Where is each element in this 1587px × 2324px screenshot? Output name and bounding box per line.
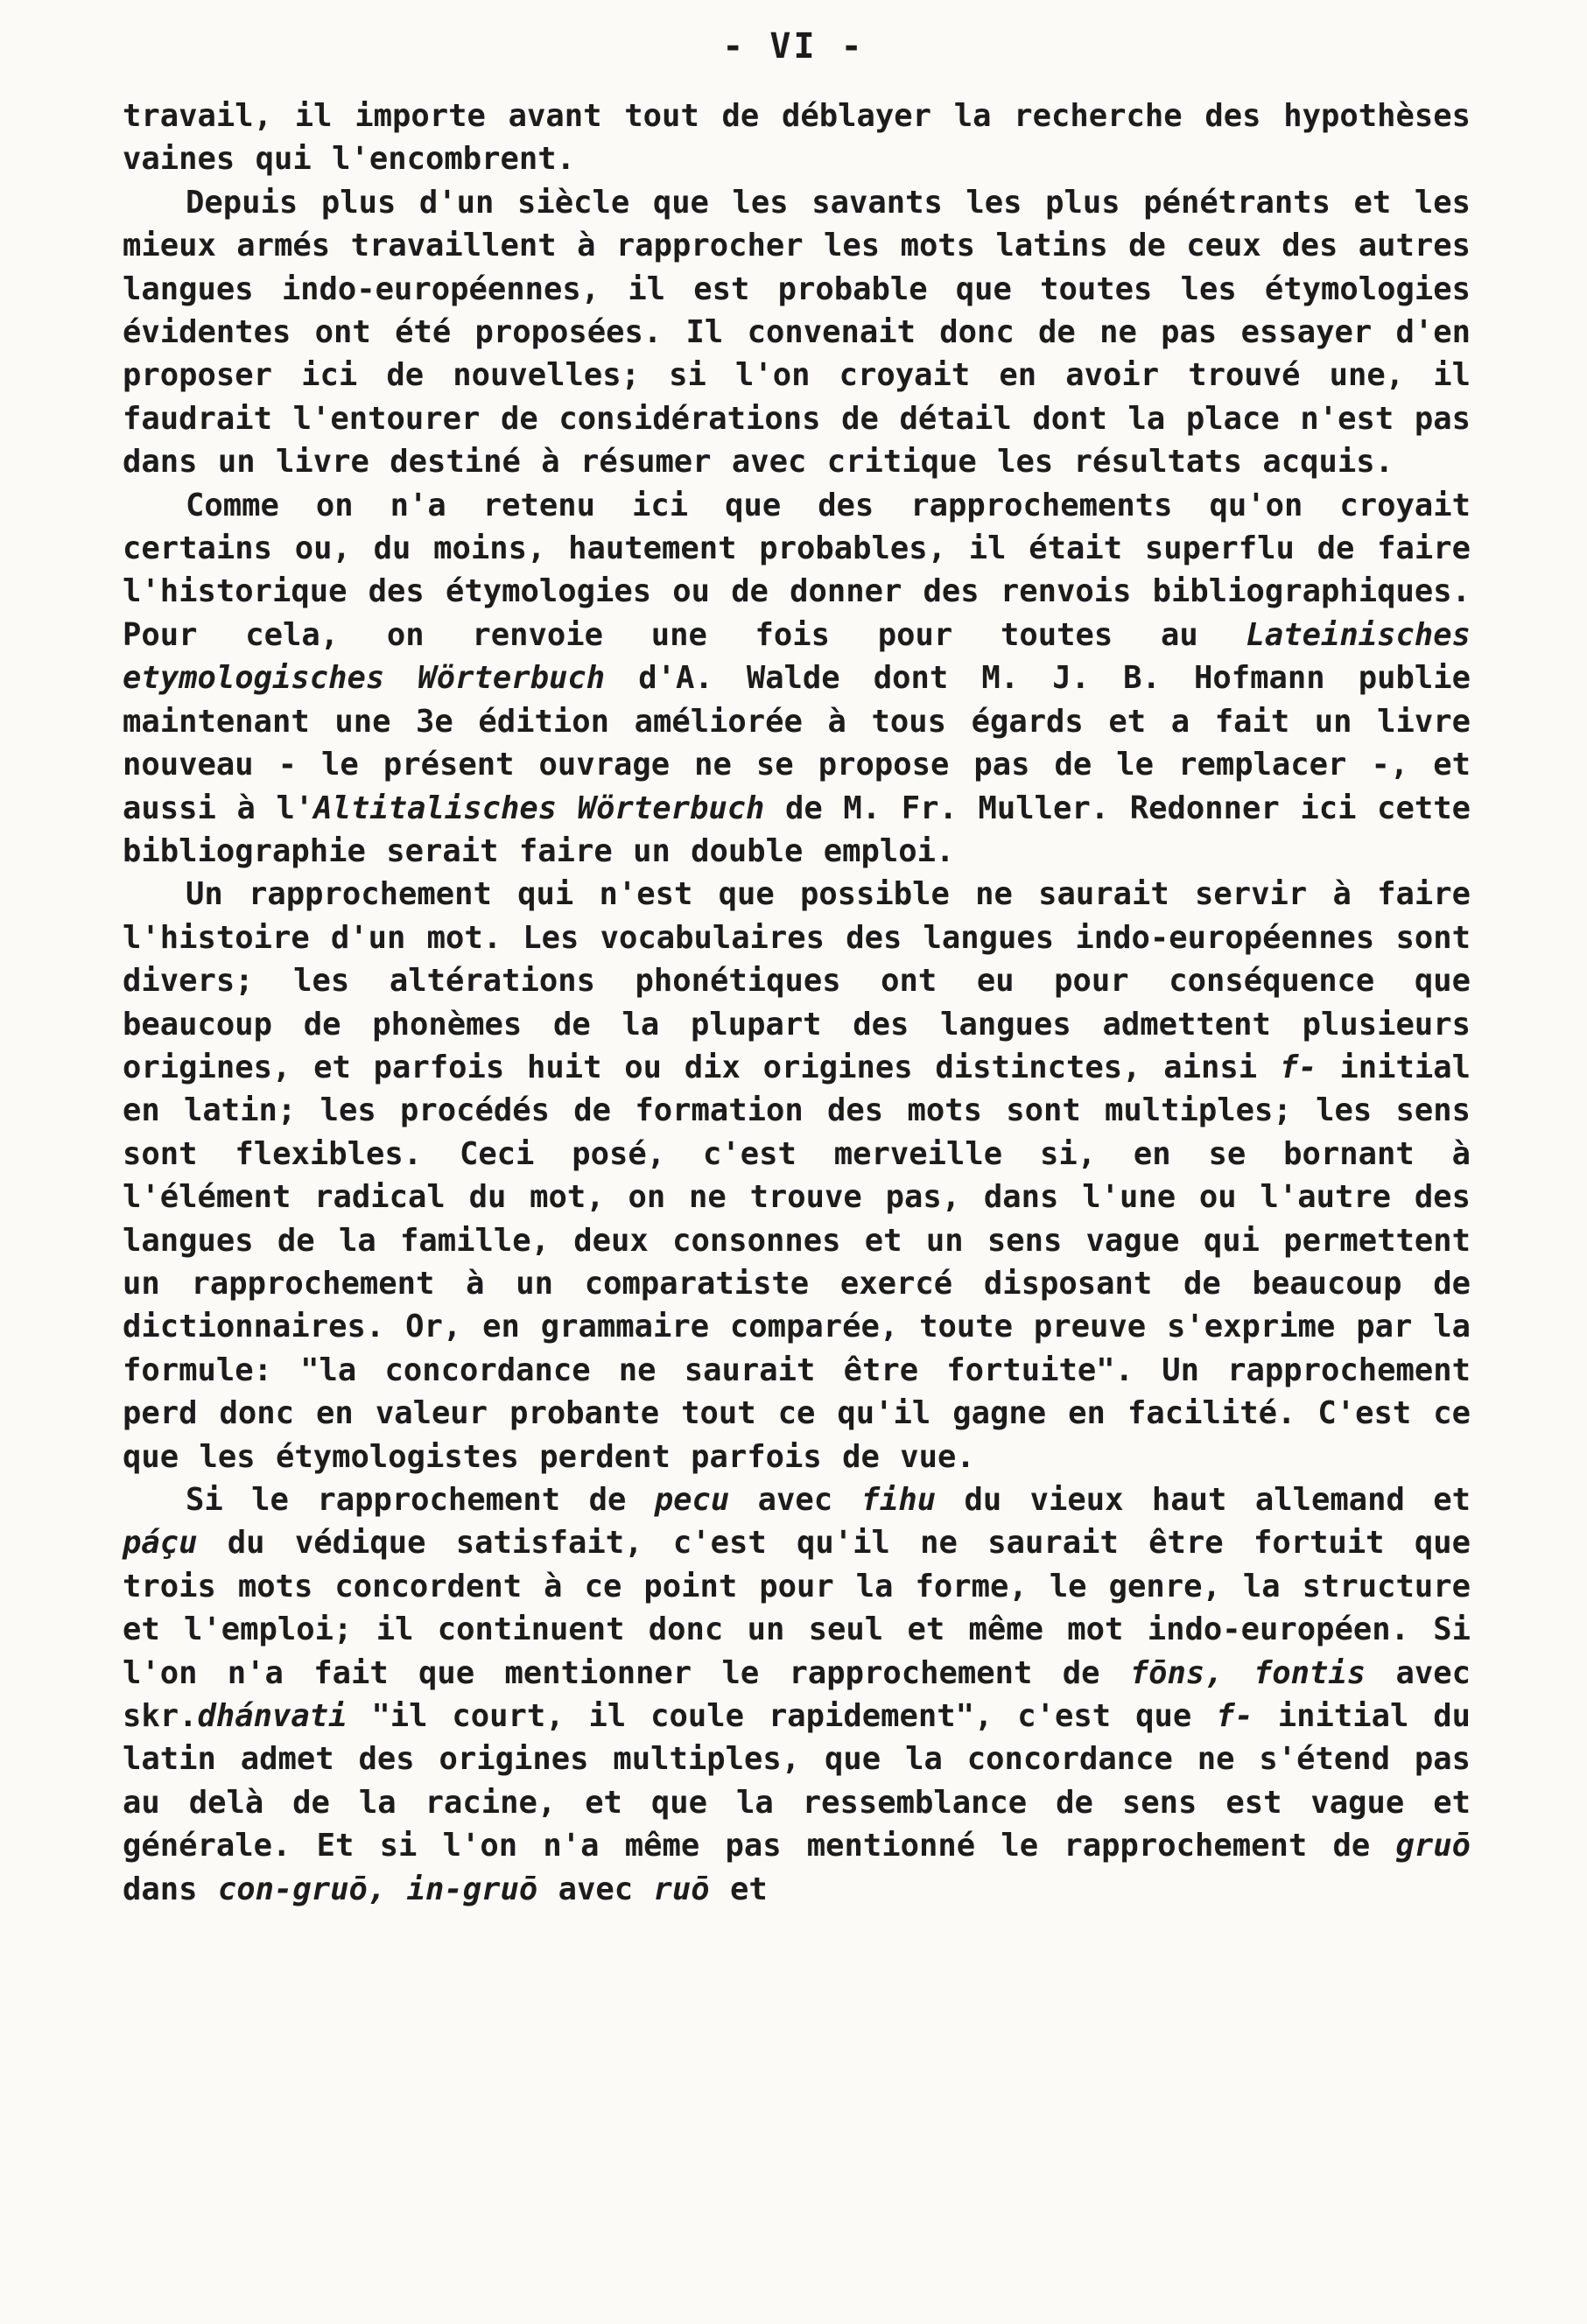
text-run: "il court, il coule rapidement", c'est que: [347, 1698, 1217, 1735]
italic-term: f-: [1216, 1698, 1253, 1735]
text-run: du védique satisfait, c'est qu'il ne saurait être fortuit que trois mots concordent à ce point pour la forme, le genre, la structure et l'emploi; il continuent donc un seul et même mot indo-européen. Si l'on n'a fait que mentionner le rapprochement de: [123, 1525, 1471, 1691]
text-run: initial en latin; les procédés de formation des mots sont multiples; les sens sont flexibles. Ceci posé, c'est merveille si, en se bornant à l'élément radical du mot, on ne trouve pas, dans l'une ou l'autre des langues de la famille, deux consonnes et un sens vague qui permettent un rapprochement à un comparatiste exercé disposant de beaucoup de dictionnaires. Or, en grammaire comparée, toute preuve s'exprime par la formule: "la concordance ne saurait être fortuite". Un rapprochement perd donc en valeur probante tout ce qu'il gagne en facilité. C'est ce que les étymologistes perdent parfois de vue.: [123, 1049, 1471, 1475]
italic-term: fihu: [860, 1482, 937, 1518]
text-run: initial du latin admet des origines multiples, que la concordance ne s'étend pas au delà de la racine, et que la ressemblance de sens est vague et générale. Et si l'on n'a même pas mentionné le rapprochement de: [123, 1698, 1471, 1864]
italic-term: gruō: [1395, 1828, 1471, 1864]
text-run: du vieux haut allemand et: [936, 1482, 1471, 1518]
paragraph-1: [123, 95, 1471, 181]
text-run: travail, il importe avant tout de déblayer la recherche des hypothèses vaines qui l'encombrent.: [123, 98, 1471, 178]
text-run: et: [709, 1871, 768, 1907]
text-run: Un rapprochement qui n'est que possible ne saurait servir à faire l'histoire d'un mot. Les vocabulaires des langues indo-européennes sont divers; les altérations phonétiques ont eu pour conséquence que beaucoup de phonèmes de la plupart des langues admettent plusieurs origines, et parfois huit ou dix origines distinctes, ainsi: [123, 876, 1471, 1085]
italic-term: Altitalisches Wörterbuch: [313, 790, 765, 826]
italic-term: con-gruō, in-gruō: [217, 1871, 538, 1907]
italic-term: dhánvati: [197, 1698, 348, 1735]
paragraph-3: [123, 484, 1471, 874]
body-text: [123, 95, 1471, 1911]
text-run: avec: [729, 1482, 861, 1518]
italic-term: ruō: [653, 1871, 710, 1907]
paragraph-4: [123, 873, 1471, 1478]
text-run: avec skr.: [123, 1654, 1471, 1735]
text-run: d'A. Walde dont M. J. B. Hofmann publie maintenant une 3e édition améliorée à tous égards et a fait un livre nouveau - le présent ouvrage ne se propose pas de le remplacer -, et aussi à l': [123, 660, 1471, 826]
text-run: Depuis plus d'un siècle que les savants les plus pénétrants et les mieux armés travaillent à rapprocher les mots latins de ceux des autres langues indo-européennes, il est probable que toutes les étymologies évidentes ont été proposées. Il convenait donc de ne pas essayer d'en proposer ici de nouvelles; si l'on croyait en avoir trouvé une, il faudrait l'entourer de considérations de détail dont la place n'est pas dans un livre destiné à résumer avec critique les résultats acquis.: [123, 184, 1471, 481]
italic-term: páçu: [123, 1525, 198, 1562]
text-run: Si le rapprochement de: [186, 1482, 655, 1518]
text-run: de M. Fr. Muller. Redonner ici cette bibliographie serait faire un double emploi.: [123, 790, 1471, 869]
paragraph-5: [123, 1478, 1471, 1911]
italic-term: fōns, fontis: [1129, 1654, 1366, 1691]
italic-term: pecu: [654, 1482, 730, 1518]
text-run: Comme on n'a retenu ici que des rapprochements qu'on croyait certains ou, du moins, hautement probables, il était superflu de faire l'historique des étymologies ou de donner des renvois bibliographiques. Pour cela, on renvoie une fois pour toutes au: [123, 487, 1471, 653]
text-run: avec: [537, 1871, 654, 1907]
italic-term: Lateinisches etymologisches Wörterbuch: [123, 616, 1471, 697]
page-number: - VI -: [722, 26, 865, 67]
paragraph-2: [123, 181, 1471, 484]
italic-term: f-: [1279, 1049, 1317, 1085]
text-run: dans: [123, 1871, 218, 1907]
